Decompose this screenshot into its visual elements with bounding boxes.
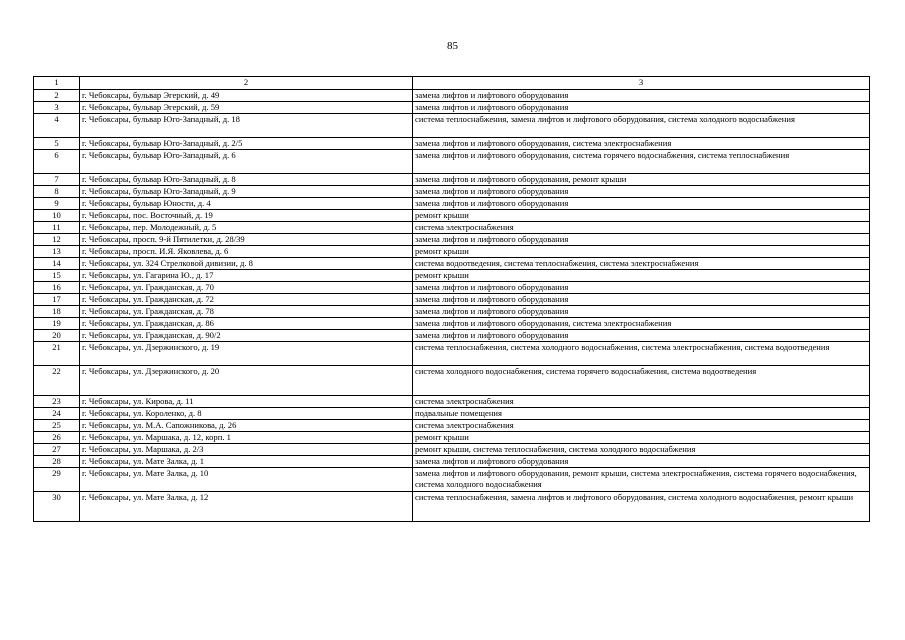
row-works: замена лифтов и лифтового оборудования, ремонт крыши	[413, 174, 870, 186]
row-address: г. Чебоксары, бульвар Юго-Западный, д. 6	[80, 150, 413, 174]
row-number: 21	[34, 342, 80, 366]
row-works: замена лифтов и лифтового оборудования	[413, 90, 870, 102]
row-number: 14	[34, 258, 80, 270]
table-row	[34, 420, 870, 432]
row-works: замена лифтов и лифтового оборудования, система электроснабжения	[413, 318, 870, 330]
column-header-works: 3	[413, 77, 870, 90]
table-row	[34, 114, 870, 138]
row-address: г. Чебоксары, бульвар Юго-Западный, д. 2/5	[80, 138, 413, 150]
row-address: г. Чебоксары, ул. Дзержинского, д. 19	[80, 342, 413, 366]
row-number: 29	[34, 468, 80, 492]
row-address: г. Чебоксары, ул. Дзержинского, д. 20	[80, 366, 413, 396]
row-number: 17	[34, 294, 80, 306]
row-address: г. Чебоксары, ул. Гагарина Ю., д. 17	[80, 270, 413, 282]
page-number: 85	[447, 40, 458, 52]
table-row	[34, 102, 870, 114]
row-number: 4	[34, 114, 80, 138]
row-number: 16	[34, 282, 80, 294]
row-number: 26	[34, 432, 80, 444]
row-address: г. Чебоксары, просп. 9-й Пятилетки, д. 28/39	[80, 234, 413, 246]
row-works: система водоотведения, система теплоснабжения, система электроснабжения	[413, 258, 870, 270]
row-address: г. Чебоксары, ул. Маршака, д. 12, корп. 1	[80, 432, 413, 444]
row-address: г. Чебоксары, ул. Мате Залка, д. 10	[80, 468, 413, 492]
row-works: замена лифтов и лифтового оборудования	[413, 456, 870, 468]
row-works: замена лифтов и лифтового оборудования	[413, 294, 870, 306]
row-number: 18	[34, 306, 80, 318]
row-number: 9	[34, 198, 80, 210]
table-body	[34, 77, 870, 522]
row-works: система холодного водоснабжения, система горячего водоснабжения, система водоотведения	[413, 366, 870, 396]
table-row	[34, 456, 870, 468]
table-row	[34, 294, 870, 306]
row-address: г. Чебоксары, ул. 324 Стрелковой дивизии, д. 8	[80, 258, 413, 270]
row-address: г. Чебоксары, ул. Маршака, д. 2/3	[80, 444, 413, 456]
row-works: замена лифтов и лифтового оборудования	[413, 282, 870, 294]
row-number: 30	[34, 492, 80, 522]
row-number: 22	[34, 366, 80, 396]
address-works-table	[33, 76, 870, 522]
table-row	[34, 90, 870, 102]
column-header-address: 2	[80, 77, 413, 90]
row-works: подвальные помещения	[413, 408, 870, 420]
row-works: замена лифтов и лифтового оборудования	[413, 330, 870, 342]
row-number: 6	[34, 150, 80, 174]
row-address: г. Чебоксары, бульвар Эгерский, д. 49	[80, 90, 413, 102]
row-number: 8	[34, 186, 80, 198]
row-address: г. Чебоксары, ул. Гражданская, д. 78	[80, 306, 413, 318]
row-number: 27	[34, 444, 80, 456]
table-row	[34, 282, 870, 294]
table-row	[34, 270, 870, 282]
row-address: г. Чебоксары, бульвар Юности, д. 4	[80, 198, 413, 210]
row-works: система теплоснабжения, замена лифтов и лифтового оборудования, система холодного водоснабжения	[413, 114, 870, 138]
table-row	[34, 198, 870, 210]
row-address: г. Чебоксары, ул. Мате Залка, д. 12	[80, 492, 413, 522]
table-row	[34, 366, 870, 396]
row-address: г. Чебоксары, бульвар Эгерский, д. 59	[80, 102, 413, 114]
row-works: ремонт крыши	[413, 210, 870, 222]
table-row	[34, 210, 870, 222]
row-works: ремонт крыши	[413, 432, 870, 444]
table-row	[34, 306, 870, 318]
row-works: замена лифтов и лифтового оборудования	[413, 306, 870, 318]
row-works: система электроснабжения	[413, 222, 870, 234]
table-row	[34, 222, 870, 234]
table-row	[34, 318, 870, 330]
row-number: 13	[34, 246, 80, 258]
row-address: г. Чебоксары, ул. Гражданская, д. 86	[80, 318, 413, 330]
table-row	[34, 174, 870, 186]
row-works: замена лифтов и лифтового оборудования, система горячего водоснабжения, система теплоснабжения	[413, 150, 870, 174]
row-address: г. Чебоксары, ул. Гражданская, д. 90/2	[80, 330, 413, 342]
table-row	[34, 408, 870, 420]
row-address: г. Чебоксары, ул. Кирова, д. 11	[80, 396, 413, 408]
table-row	[34, 138, 870, 150]
row-number: 3	[34, 102, 80, 114]
row-number: 10	[34, 210, 80, 222]
table-row	[34, 396, 870, 408]
row-works: замена лифтов и лифтового оборудования	[413, 234, 870, 246]
row-works: система электроснабжения	[413, 396, 870, 408]
row-number: 15	[34, 270, 80, 282]
table-row	[34, 258, 870, 270]
row-works: система электроснабжения	[413, 420, 870, 432]
table-row	[34, 342, 870, 366]
table-row	[34, 492, 870, 522]
row-works: система теплоснабжения, замена лифтов и лифтового оборудования, система холодного водоснабжения, ремонт крыши	[413, 492, 870, 522]
row-address: г. Чебоксары, ул. Короленко, д. 8	[80, 408, 413, 420]
row-address: г. Чебоксары, ул. Гражданская, д. 70	[80, 282, 413, 294]
row-works: замена лифтов и лифтового оборудования, система электроснабжения	[413, 138, 870, 150]
column-header-number: 1	[34, 77, 80, 90]
row-address: г. Чебоксары, просп. И.Я. Яковлева, д. 6	[80, 246, 413, 258]
row-address: г. Чебоксары, бульвар Юго-Западный, д. 8	[80, 174, 413, 186]
table-header-row	[34, 77, 870, 90]
row-number: 23	[34, 396, 80, 408]
row-number: 25	[34, 420, 80, 432]
row-address: г. Чебоксары, пер. Молодежный, д. 5	[80, 222, 413, 234]
row-address: г. Чебоксары, пос. Восточный, д. 19	[80, 210, 413, 222]
table-row	[34, 468, 870, 492]
row-works: ремонт крыши, система теплоснабжения, система холодного водоснабжения	[413, 444, 870, 456]
table-row	[34, 246, 870, 258]
row-works: система теплоснабжения, система холодного водоснабжения, система электроснабжения, система водоотведения	[413, 342, 870, 366]
table-row	[34, 186, 870, 198]
row-works: замена лифтов и лифтового оборудования	[413, 186, 870, 198]
row-address: г. Чебоксары, бульвар Юго-Западный, д. 9	[80, 186, 413, 198]
row-number: 11	[34, 222, 80, 234]
row-number: 19	[34, 318, 80, 330]
row-address: г. Чебоксары, бульвар Юго-Западный, д. 18	[80, 114, 413, 138]
table-row	[34, 234, 870, 246]
row-number: 2	[34, 90, 80, 102]
row-address: г. Чебоксары, ул. М.А. Сапожникова, д. 26	[80, 420, 413, 432]
table-row	[34, 432, 870, 444]
row-address: г. Чебоксары, ул. Мате Залка, д. 1	[80, 456, 413, 468]
row-number: 5	[34, 138, 80, 150]
row-address: г. Чебоксары, ул. Гражданская, д. 72	[80, 294, 413, 306]
row-works: замена лифтов и лифтового оборудования, ремонт крыши, система электроснабжения, система горячего водоснабжения, система холодного водоснабжения	[413, 468, 870, 492]
row-number: 7	[34, 174, 80, 186]
row-works: замена лифтов и лифтового оборудования	[413, 102, 870, 114]
row-works: ремонт крыши	[413, 246, 870, 258]
row-number: 24	[34, 408, 80, 420]
table-row	[34, 330, 870, 342]
row-number: 28	[34, 456, 80, 468]
row-works: замена лифтов и лифтового оборудования	[413, 198, 870, 210]
row-number: 12	[34, 234, 80, 246]
table-row	[34, 444, 870, 456]
row-works: ремонт крыши	[413, 270, 870, 282]
table-row	[34, 150, 870, 174]
row-number: 20	[34, 330, 80, 342]
